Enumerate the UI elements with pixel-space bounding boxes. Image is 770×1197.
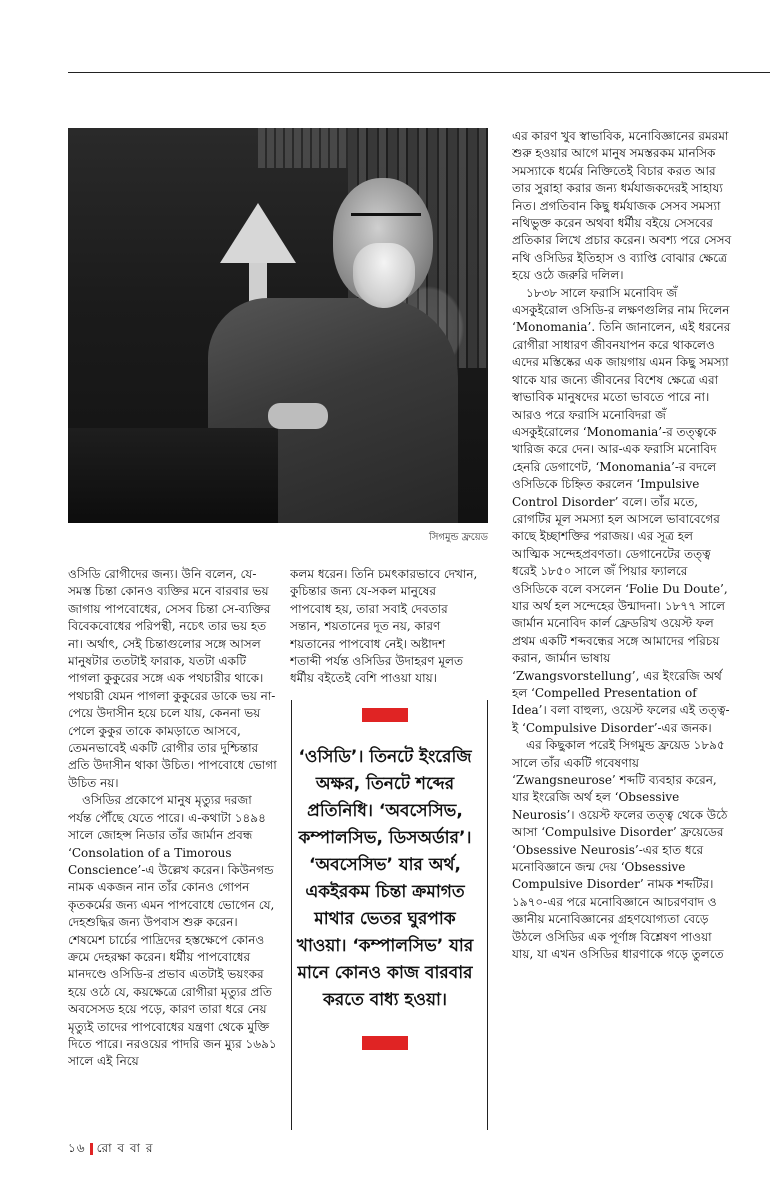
desk-shape xyxy=(68,428,278,523)
freud-photo xyxy=(68,128,488,523)
glasses-shape xyxy=(351,213,421,236)
col1-paragraph-2: ওসিডির প্রকোপে মানুষ মৃত্যুর দরজা পর্যন্ত পৌঁছে যেতে পারে। এ-কথাটা ১৪৯৪ সালে জোহন্স নিডার তাঁর জার্মান প্রবন্ধ ‘Consolation of a Timorous Conscience’-এ উল্লেখ করেন। কিউনগন্ড নামক একজন নান তাঁর কোনও গোপন কৃতকর্মের জন্য এমন পাপবোধে ভোগেন যে, দেহশুদ্ধির জন্য উপবাস শুরু করেন। শেষমেশ চার্চের পাদ্রিদের হস্তক্ষেপে কোনও ক্রমে দেহরক্ষা করেন। ধর্মীয় পাপবোধের মানদণ্ডে ওসিডি-র প্রভাব এতটাই ভয়ংকর হয়ে ওঠে যে, কয়ক্ষেত্রে রোগীরা মৃত্যুর প্রতি অবসেসড হয়ে পড়ে, কারণ তারা ধরে নেয় মৃত্যুই তাদের পাপবোধের যন্ত্রণা থেকে মুক্তি দিতে পারে। নরওয়ের পাদরি জন ম্যুর ১৬৯১ সালে এই নিয়ে xyxy=(68,793,277,1069)
col3-paragraph-1: এর কারণ খুব স্বাভাবিক, মনোবিজ্ঞানের রমরমা শুরু হওয়ার আগে মানুষ সমস্তরকম মানসিক সমস্যাকে ধর্মের নিক্তিতেই বিচার করত আর তার সুরাহা করার জন্য ধর্মযাজকদেরই সাহায্য নিত। প্রগতিবান কিছু ধর্মযাজক সেসব সমস্যা নথিভুক্ত করেন অথবা ধর্মীয় বইয়ে সেসবের প্রতিকার লিখে প্রচার করেন। অবশ্য পরে সেসব নথি ওসিডির ইতিহাস ও ব্যাপ্তি বোঝার ক্ষেত্রে হয়ে ওঠে জরুরি দলিল। xyxy=(512,129,732,283)
beard-shape xyxy=(353,243,415,308)
pullquote-rule-left xyxy=(291,700,292,1130)
top-rule xyxy=(68,72,770,73)
col3-paragraph-3: এর কিছুকাল পরেই সিগমুন্ড ফ্রয়েড ১৮৯৫ সালে তাঁর একটি গবেষণায় ‘Zwangsneurose’ শব্দটি ব্যবহার করেন, যার ইংরেজি অর্থ হল ‘Obsessive Neurosis’। ওয়েস্ট ফলের তত্ত্ব থেকে উঠে আসা ‘Compulsive Disorder’ ফ্রয়েডের ‘Obsessive Neurosis’-এর হাত ধরে মনোবিজ্ঞানে জন্ম দেয় ‘Obsessive Compulsive Disorder’ নামক শব্দটির। ১৯৭০-এর পরে মনোবিজ্ঞানে আচরণবাদ ও জ্ঞানীয় মনোবিজ্ঞানের গ্রহণযোগ্যতা বেড়ে উঠলে ওসিডির এক পূর্ণাঙ্গ বিশ্লেষণ পাওয়া যায়, যা এখন ওসিডির ধারণাকে গড়ে তুলতে xyxy=(512,738,728,962)
page-footer xyxy=(68,1140,153,1160)
page-number: ১৬ xyxy=(68,1141,86,1155)
photo-caption: সিগমুন্ড ফ্রয়েড xyxy=(428,532,488,543)
pullquote-rule-right xyxy=(487,700,488,1130)
col1-paragraph-1: ওসিডি রোগীদের জন্য। উনি বলেন, যে-সমস্ত চিন্তা কোনও ব্যক্তির মনে বারবার ভয় জাগায় পাপবোধের, সেসব চিন্তা সে-ব্যক্তির বিবেকবোধের পরিপন্থী, নচেৎ তার ভয় হত না। অর্থাৎ, সেই চিন্তাগুলোর সঙ্গে আসল মানুষটার ততটাই ফারাক, যতটা একটি পাগলা কুকুরের সঙ্গে এক পথচারীর থাকে। পথচারী যেমন পাগলা কুকুরের ডাকে ভয় না-পেয়ে উদাসীন হয়ে চলে যায়, কেননা ভয় পেলে কুকুর তাকে কামড়াতে আসবে, তেমনভাবেই একটি রোগীর তার দুশ্চিন্তার প্রতি উদাসীন থাকা উচিত। পাপবোধে ভোগা উচিত নয়। xyxy=(68,567,277,790)
lamp-shade-shape xyxy=(220,203,296,263)
hand-shape xyxy=(268,403,328,429)
footer-separator xyxy=(90,1143,93,1155)
col3-paragraph-2: ১৮৩৮ সালে ফরাসি মনোবিদ জঁ এসকুইরোল ওসিডি-র লক্ষণগুলির নাম দিলেন ‘Monomania’. তিনি জানালেন, এই ধরনের রোগীরা সাধারণ জীবনযাপন করে থাকলেও এদের মস্তিষ্কের এক জায়গায় এমন কিছু সমস্যা থাকে যার জন্যে জীবনের বিশেষ ক্ষেত্রে এরা স্বাভাবিক মানুষদের মতো ভাবতে পারে না। আরও পরে ফরাসি মনোবিদরা জঁ এসকুইরোলের ‘Monomania’-র তত্ত্বকে খারিজ করে দেন। আর-এক ফরাসি মনোবিদ হেনরি ডেগাণেট, ‘Monomania’-র বদলে ওসিডিকে চিহ্নিত করলেন ‘Impulsive Control Disorder’ বলে। তাঁর মতে, রোগটির মূল সমস্যা হল আসলে ভাবাবেগের কাছে ইচ্ছাশক্তির পরাজয়। এর সূত্র হল আত্মিক সন্দেহপ্রবণতা। ডেগানেটের তত্ত্ব ধরেই ১৮৫০ সালে জঁ পিয়ার ফ্যালরে ওসিডিকে বলে বসলেন ‘Folie Du Doute’, যার অর্থ হল সন্দেহের উন্মাদনা। ১৮৭৭ সালে জার্মান মনোবিদ কার্ল ফ্রেডরিখ ওয়েস্ট ফল প্রথম একটি শব্দবন্ধের সঙ্গে আমাদের পরিচয় করান, জার্মান ভাষায় ‘Zwangsvorstellung’, এর ইংরেজি অর্থ হল ‘Compelled Presentation of Idea’। বলা বাহুল্য, ওয়েস্ট ফলের এই তত্ত্ব-ই ‘Compulsive Disorder’-এর জনক। xyxy=(512,285,731,735)
column-middle xyxy=(290,566,480,691)
pull-quote-top-bar xyxy=(362,708,408,722)
bookshelf-top-shape xyxy=(258,128,348,168)
pull-quote xyxy=(296,708,474,1098)
pull-quote-bottom-bar xyxy=(362,1036,408,1050)
magazine-name: রো ব বা র xyxy=(96,1141,154,1155)
column-right xyxy=(512,128,732,1118)
pull-quote-text: ‘ওসিডি’। তিনটে ইংরেজি অক্ষর, তিনটে শব্দের প্রতিনিধি। ‘অবসেসিভ, কম্পালসিভ, ডিসঅর্ডার’। ‘অবসেসিভ’ যার অর্থ, একইরকম চিন্তা ক্রমাগত মাথার ভেতর ঘুরপাক খাওয়া। ‘কম্পালসিভ’ যার মানে কোনও কাজ বারবার করতে বাধ্য হওয়া। xyxy=(296,747,474,1010)
col2-paragraph-1: কলম ধরেন। তিনি চমৎকারভাবে দেখান, কুচিন্তার জন্য যে-সকল মানুষের পাপবোধ হয়, তারা সবাই দেবতার সন্তান, শয়তানের দূত নয়, কারণ শয়তানের পাপবোধ নেই। অষ্টাদশ শতাব্দী পর্যন্ত ওসিডির উদাহরণ মূলত ধর্মীয় বইতেই বেশি পাওয়া যায়। xyxy=(290,567,478,686)
column-left xyxy=(68,566,278,1126)
